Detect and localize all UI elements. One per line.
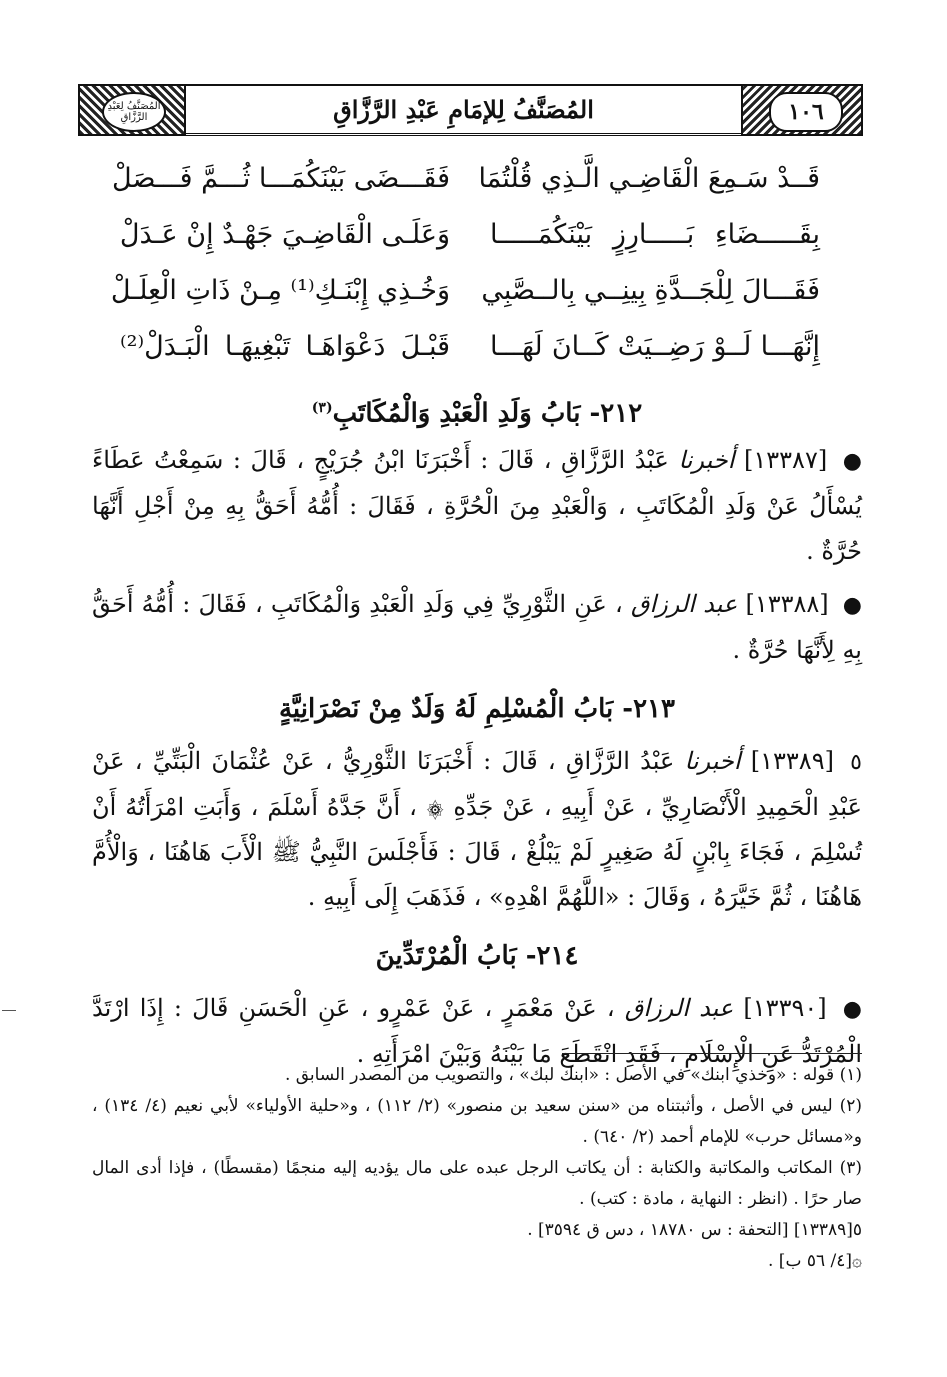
footnote-divider	[562, 1053, 862, 1054]
hadith-entry	[92, 582, 862, 673]
hadith-entry	[92, 438, 862, 574]
hemistich-first: بِقَـــــضَاءِ بَـــــارِزٍ بَيْنَكُمَـــــا	[490, 218, 820, 250]
chapter-title	[92, 380, 862, 436]
hemistich-first: قَــدْ سَـمِعَ الْقَاضِـي الَّـذِي قُلْتُمَا	[478, 162, 820, 194]
page-header	[78, 84, 863, 136]
hadith-tag: عبد الرزاق	[624, 994, 734, 1022]
book-emblem	[102, 92, 166, 132]
bullet-marker: ٥	[850, 750, 862, 775]
hemistich-second: قَبْـلَ دَعْوَاهَـا تَبْغِيهَـا الْبَـدَلْ⁽²⁾	[120, 330, 450, 362]
chapter-title-text: ٢١٣- بَابُ الْمُسْلِمِ لَهُ وَلَدٌ مِنْ نَصْرَانِيَّةٍ	[278, 694, 675, 724]
running-title: المُصَنَّفُ لِلإمَامِ عَبْدِ الرَّزَّاقِ	[186, 84, 741, 136]
hemistich-second: فَقَـــضَى بَيْنَكُمَـــا ثُـــمَّ فَـــصَلْ	[112, 162, 450, 194]
hadith-tag: أخبرنا	[684, 747, 741, 775]
hadith-number: [١٣٣٨٨]	[745, 590, 829, 618]
chapter-title	[92, 681, 862, 737]
poem-line	[120, 318, 820, 374]
hemistich-second: وَخُـذِي إِبْنَـكِ⁽¹⁾ مِـنْ ذَاتِ الْعِلَـلْ	[110, 274, 450, 306]
bullet-marker: ●	[842, 449, 862, 474]
poem-line	[120, 206, 820, 262]
hadith-number: [١٣٣٨٩]	[750, 747, 834, 775]
hemistich-first: إِنَّهَـــا لَــوْ رَضِــيَتْ كَــانَ لَهَـــا	[490, 330, 820, 362]
ornament-left	[78, 84, 186, 136]
footnote: (٣) المكاتب والمكاتبة والكتابة : أن يكاتب الرجل عبده على مال يؤديه إليه منجمًا (مقسطًا) ، فإذا أدى المال صار حرًا . (انظر : النهاية ، مادة : كتب) .	[92, 1158, 862, 1209]
footnotes	[92, 1060, 862, 1277]
hadith-number: [١٣٣٩٠]	[743, 994, 827, 1022]
hadith-text: عَبْدُ الرَّزَّاقِ ، قَالَ : أَخْبَرَنَا الثَّوْرِيُّ ، عَنْ عُثْمَانَ الْبَتِّيِّ ، عَنْ عَبْدِ الْحَمِيدِ الْأَنْصَارِيِّ ، عَنْ أَبِيهِ ، عَنْ جَدِّهِ ۞ ، أَنَّ جَدَّهُ أَسْلَمَ ، وَأَبَتِ امْرَأَتُهُ أَنْ تُسْلِمَ ، فَجَاءَ بِابْنٍ لَهُ صَغِيرٍ لَمْ يَبْلُغْ ، قَالَ : فَأَجْلَسَ النَّبِيُّ ﷺ الْأَبَ هَاهُنَا ، وَالْأُمَّ هَاهُنَا ، ثُمَّ خَيَّرَهُ ، وَقَالَ : «اللَّهُمَّ اهْدِهِ» ، فَذَهَبَ إِلَى أَبِيهِ .	[92, 747, 862, 911]
hadith-text: عَبْدُ الرَّزَّاقِ ، قَالَ : أَخْبَرَنَا ابْنُ جُرَيْجٍ ، قَالَ : سَمِعْتُ عَطَاءً يُسْأَلُ عَنْ وَلَدِ الْمُكَاتَبِ ، وَالْعَبْدِ مِنَ الْحُرَّةِ ، فَقَالَ : أُمُّهُ أَحَقُّ بِهِ مِنْ أَجْلِ أَنَّهَا حُرَّةٌ .	[92, 446, 862, 565]
footnote: (٢) ليس في الأصل ، وأثبتناه من «سنن سعيد بن منصور» (٢/ ١١٢) ، و«حلية الأولياء» لأبي نعيم (٤/ ١٣٤) ، و«مسائل حرب» للإمام أحمد (٢/ ٦٤٠) .	[92, 1096, 862, 1147]
chapter-title-text: ٢١٢- بَابُ وَلَدِ الْعَبْدِ وَالْمُكَاتَبِ	[332, 398, 643, 429]
hadith-entry	[92, 739, 862, 920]
chapter-title-text: ٢١٤- بَابُ الْمُرْتَدِّينَ	[375, 941, 579, 971]
emblem-text: المُصَنَّفُ لِعَبْدِ الرَّزَّاقِ	[107, 101, 161, 123]
poem-line	[110, 262, 820, 318]
poem	[110, 150, 820, 374]
poem-line	[112, 150, 820, 206]
main-text	[92, 380, 862, 1085]
hemistich-first: فَقَـــالَ لِلْجَــدَّةِ بِينِــي بِالــصَّبِي	[481, 274, 820, 306]
footnote: ٥[١٣٣٨٩] [التحفة : س ١٨٧٨٠ ، دس ق ٣٥٩٤] .	[527, 1220, 862, 1240]
chapter-title	[92, 928, 862, 984]
ornament-right	[741, 84, 863, 136]
hemistich-second: وَعَلَـى الْقَاضِـيَ جَهْـدٌ إِنْ عَـدَلْ	[119, 218, 450, 250]
footnote: ۞[٤/ ٥٦ ب] .	[768, 1251, 862, 1271]
hadith-text: ، عَنْ مَعْمَرٍ ، عَنْ عَمْرٍو ، عَنِ الْحَسَنِ قَالَ : إِذَا ارْتَدَّ الْمُرْتَدُّ عَنِ الْإِسْلَامِ ، فَقَدِ انْقَطَعَ مَا بَيْنَهُ وَبَيْنَ امْرَأَتِهِ .	[92, 994, 862, 1068]
margin-mark	[2, 1010, 16, 1011]
footnote-ref: (٣)	[311, 400, 333, 416]
hadith-number: [١٣٣٨٧]	[744, 446, 828, 474]
bullet-marker: ●	[842, 593, 862, 618]
hadith-tag: أخبرنا	[678, 446, 735, 474]
footnote: (١) قوله : «وخذي ابنك» في الأصل : «ابنك لبك» ، والتصويب من المصدر السابق .	[284, 1065, 862, 1085]
bullet-marker: ●	[842, 997, 862, 1022]
hadith-text: ، عَنِ الثَّوْرِيِّ فِي وَلَدِ الْعَبْدِ وَالْمُكَاتَبِ ، فَقَالَ : أُمُّهُ أَحَقُّ بِهِ لِأَنَّهَا حُرَّةٌ .	[92, 590, 862, 664]
hadith-tag: عبد الرزاق	[630, 590, 738, 618]
page-number: ١٠٦	[769, 92, 843, 132]
